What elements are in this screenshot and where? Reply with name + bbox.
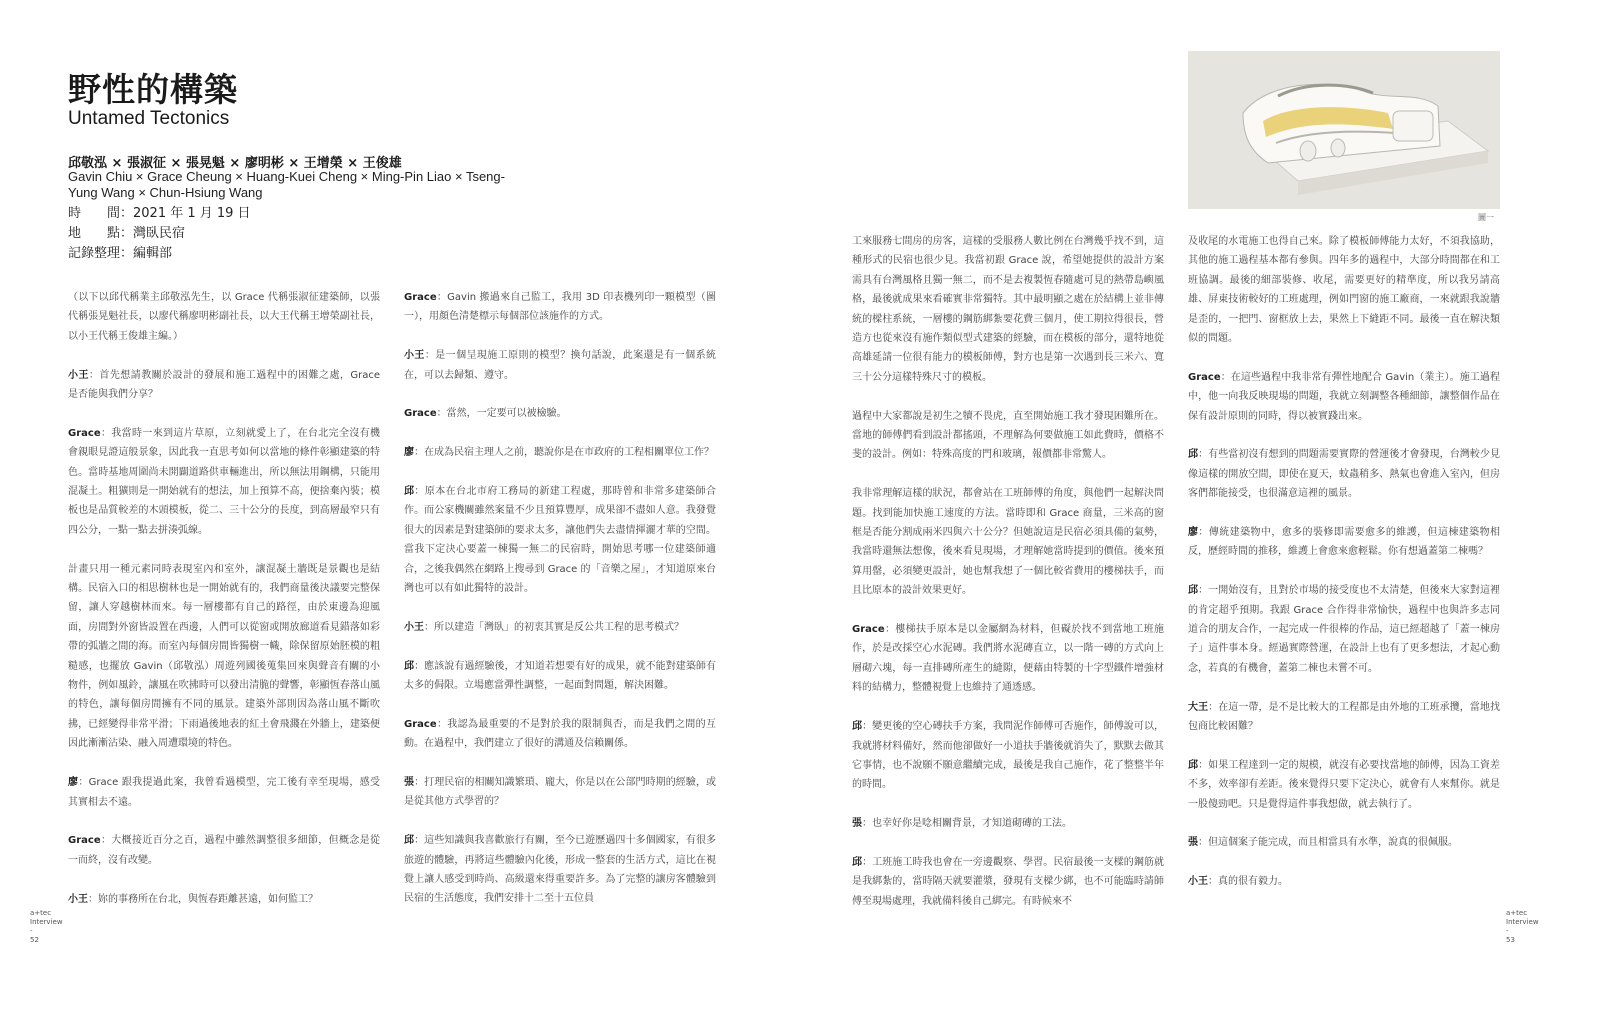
speaker-label: Grace [404,292,437,303]
speaker-label: Grace [852,624,885,636]
paragraph-text: ：所以建造「灣臥」的初衷其實是反公共工程的思考模式？ [424,621,684,633]
paragraph-text: ：是一個呈現施工原則的模型？換句話說，此案還是有一個系統在，可以去歸類、遵守。 [404,350,717,381]
paragraph [1188,698,1500,737]
speaker-label: 小王 [404,621,424,633]
paragraph-text: ：樓梯扶手原本是以金屬網為材料，但礙於找不到當地工班施作，於是改採空心水泥磚。我們將水泥磚直立，以一階一磚的方式向上層砌六塊，每一直排磚所產生的縫隙，便藉由特製的十字型鐵件增強材料的結構力，整體視覺上也維持了通透感。 [852,624,1164,694]
paragraph [404,346,716,385]
paragraph [404,657,716,696]
speaker-label: Grace [404,718,437,730]
folio-text: Interview [30,918,63,926]
page-folio-left [30,909,63,945]
speaker-label: Grace [1188,371,1221,383]
paragraph [1188,581,1500,678]
paragraph [68,560,380,754]
speaker-label: 邱 [1188,585,1199,597]
paragraph [404,443,716,462]
paragraph [1188,232,1500,348]
text-column-4 [1188,232,1500,911]
meta-record: 記錄整理：編輯部 [68,246,173,261]
paragraph [68,424,380,540]
paragraph-text: ：我當時一來到這片草原，立刻就愛上了，在台北完全沒有機會親眼見證這般景象，因此我一直思考如何以當地的條件彰顯建築的特色。當時基地周圍尚未開闢道路供車輛進出，所以無法用鋼構，只能用混凝土。粗獷則是一開始就有的想法，加上預算不高，便捨棄內裝；模板也是品質較差的木頭模板，從二、三十公分的長度，到高層最窄只有四公分，一點一點去拼湊弧線。 [68,427,380,536]
paragraph-text: ：真的很有毅力。 [1208,876,1288,888]
speaker-label: 廖 [68,777,79,789]
paragraph [1188,756,1500,814]
paragraph [68,831,380,870]
paragraph-text: ：在這些過程中我非常有彈性地配合 Gavin（業主）。施工過程中，他一向我反映現場的問題，我就立刻調整各種細節，讓整個作品在保有設計原則的同時，得以被實踐出來。 [1188,371,1500,422]
paragraph-text: ：也幸好你是唸相關背景，才知道砌磚的工法。 [862,818,1072,830]
speaker-label: 邱 [852,721,863,733]
paragraph-text: ：有些當初沒有想到的問題需要實際的營運後才會發現，台灣較少見像這樣的開放空間，即使在夏天，蚊蟲稍多、熱氣也會進入室內，但房客們都能接受，也很滿意這裡的風景。 [1188,449,1501,500]
paragraph-text: ：變更後的空心磚扶手方案，我問泥作師傅可否施作，師傅說可以，我就將材料備好，然而他卻做好一小道扶手牆後就消失了，默默去做其它事情，也不說願不願意繼續完成，最後是我自己施作，花了整整半年的時間。 [852,721,1165,791]
page-number: 53 [1506,936,1515,944]
paragraph-text: ：這些知識與我喜歡旅行有關，至今已遊歷過四十多個國家，有很多旅遊的體驗，再將這些體驗內化後，形成一整套的生活方式，這比在視覺上讓人感受到時尚、高級還來得重要許多。為了完整的讓房客體驗到民宿的生活態度，我們安排十二至十五位員 [404,835,717,905]
paragraph [68,773,380,812]
folio-text: a+tec [30,909,52,917]
speaker-label: 邱 [1188,759,1199,771]
paragraph-text: ：但這個案子能完成，而且相當具有水準，說真的很佩服。 [1198,837,1458,849]
speaker-label: 邱 [1188,449,1199,461]
text-column-3 [852,232,1164,931]
paragraph [852,407,1164,465]
paragraph-text: ：如果工程達到一定的規模，就沒有必要找當地的師傅，因為工資差不多，效率卻有差距。後來覺得只要下定決心，就會有人來幫你。就是一股傻勁吧。只是覺得這件事我想做，就去執行了。 [1188,759,1501,810]
folio-text: - [1506,927,1509,935]
paragraph-text: 及收尾的水電施工也得自己來。除了模板師傅能力太好，不須我協助，其他的施工過程基本都有參與。四年多的過程中，大部分時間都在和工班協調。最後的細部裝修、收尾，需要更好的精準度，所以我另請高雄、屏東技術較好的工班處理，例如門窗的施工廠商，一來就跟我說牆是歪的，一把門、窗框放上去，果然上下縫距不同。最後一直在解決類似的問題。 [1188,236,1500,345]
paragraph [852,232,1164,387]
interview-meta [68,204,251,264]
speaker-label: 廖 [404,447,414,459]
paragraph [404,618,716,637]
paragraph-text: ：首先想請教關於設計的發展和施工過程中的困難之處，Grace 是否能與我們分享？ [68,369,381,401]
speaker-label: 小王 [1188,876,1208,888]
paragraph [852,717,1164,795]
speaker-label: 廖 [1188,527,1199,539]
figure-caption: 圖一 [1478,213,1494,222]
meta-place: 地 點：灣臥民宿 [68,226,186,241]
paragraph [404,773,716,812]
article-title-zh: 野性的構築 [68,70,238,109]
paragraph-text: ：當然，一定要可以被檢驗。 [436,408,567,420]
paragraph-text: ：大概接近百分之百，過程中雖然調整很多細節，但概念是從一而終，沒有改變。 [68,835,380,866]
paragraph [852,484,1164,600]
paragraph [404,288,716,327]
speaker-label: 邱 [404,486,415,497]
speaker-label: 邱 [404,835,415,847]
paragraph-text: ：工班施工時我也會在一旁邊觀察、學習。民宿最後一支樑的鋼筋就是我綁紮的，當時隔天就要灌漿，發現有支樑少綁，也不可能臨時請師傅至現場處理，我就備料後自己綁完。有時候來不 [852,856,1165,907]
paragraph [404,482,716,598]
page-folio-right [1506,909,1539,945]
paragraph-text: ：應該說有過經驗後，才知道若想要有好的成果，就不能對建築師有太多的侷限。立場應當彈性調整，一起面對問題，解決困難。 [404,660,717,692]
speaker-label: 邱 [404,660,415,672]
speaker-label: 張 [852,818,862,830]
text-column-2 [404,288,716,928]
speaker-label: 小王 [68,893,88,905]
folio-text: a+tec [1506,909,1528,917]
authors-zh: 邱敬泓 × 張淑征 × 張晃魁 × 廖明彬 × 王增榮 × 王俊雄 [68,156,402,171]
authors-en: Gavin Chiu × Grace Cheung × Huang-Kuei Cheng × Ming-Pin Liao × Tseng-Yung Wang × Chun-Hsiung Wang [68,169,505,200]
folio-text: Interview [1506,918,1539,926]
paragraph-text: 過程中大家都說是初生之犢不畏虎，直至開始施工我才發現困難所在。當地的師傅們看到設計都搖頭，不理解為何要做施工如此費時，價格不斐的設計。例如：特殊高度的門和玻璃，報價都非常驚人。 [852,410,1164,461]
paragraph [1188,523,1500,562]
paragraph [1188,872,1500,891]
paragraph [1188,368,1500,426]
paragraph-text: ：在成為民宿主理人之前，聽說你是在市政府的工程相關單位工作？ [414,447,714,459]
speaker-label: 邱 [852,856,863,868]
speaker-label: Grace [68,835,101,847]
text-column-1 [68,288,380,928]
paragraph-text: （以下以邱代稱業主邱敬泓先生，以 Grace 代稱張淑征建築師，以張代稱張晃魁社長，以廖代稱廖明彬副社長，以大王代稱王增榮副社長，以小王代稱王俊雄主編。） [68,292,380,342]
paragraph-text: ：一開始沒有，且對於市場的接受度也不太清楚，但後來大家對這裡的肯定超乎預期。我跟 Grace 合作得非常愉快，過程中也與許多志同道合的朋友合作，一起完成一件很棒的作品，這已經超越了「蓋一棟房子」這件事本身。經過實際營運，在設計上也有了更多想法，才起心動念，若真的有機會，蓋第二棟也未嘗不可。 [1188,585,1501,674]
speaker-label: Grace [404,408,437,420]
paragraph [852,853,1164,911]
paragraph-text: ：打理民宿的相關知識繁瑣、龐大，你是以在公部門時期的經驗，或是從其他方式學習的？ [404,777,717,808]
paragraph [852,814,1164,833]
paragraph-text: 計畫只用一種元素同時表現室內和室外，讓混凝土牆既是景觀也是結構。民宿入口的相思樹林也是一開始就有的，我們商量後決議要完整保留，讓人穿越樹林而來。每一層樓都有自己的路徑，由於東邊為迎風面，房間對外窗皆設置在西邊，人們可以從窗或開放廊道看見錯落如彩帶的弧牆之間的海。而室內每個房間皆獨樹一幟，除保留原始胚模的粗糙感，也擺放 Gavin（邱敬泓）周遊列國後蒐集回來與聲音有關的小物件，例如風鈴，讓風在吹拂時可以發出清脆的聲響，彰顯恆春落山風的特色，讓每個房間擁有不同的風景。建築外部則因為落山風不斷吹拂，已經變得非常平滑；下雨過後地表的紅土會飛濺在外牆上，建築便因此漸漸沾染、融入周遭環境的特色。 [68,563,380,750]
speaker-label: 張 [404,777,415,789]
paragraph-text: ：妳的事務所在台北，與恆春距離甚遠，如何監工？ [88,893,318,905]
paragraph-text: ：傳統建築物中，愈多的裝修即需要愈多的維護，但這棟建築物相反，歷經時間的推移，維護上會愈來愈輕鬆。你有想過蓋第二棟嗎？ [1188,527,1501,558]
speaker-label: 張 [1188,837,1198,849]
folio-text: - [30,927,33,935]
speaker-label: 小王 [404,350,425,362]
paragraph-text: ：我認為最重要的不是對於我的限制與否，而是我們之間的互動。在過程中，我們建立了很好的溝通及信賴關係。 [404,718,716,750]
paragraph [852,620,1164,698]
paragraph [68,288,380,346]
paragraph [68,890,380,909]
paragraph [1188,833,1500,852]
paragraph [1188,445,1500,503]
paragraph [404,715,716,754]
paragraph-text: ：Grace 跟我提過此案，我曾看過模型，完工後有幸至現場，感受其實相去不遠。 [68,777,380,808]
paragraph-text: 工來服務七間房的房客，這樣的受服務人數比例在台灣幾乎找不到，這種形式的民宿也很少見。我當初跟 Grace 說，希望她提供的設計方案需具有台灣風格且獨一無二，而不是去複製恆春隨處可見的熱帶島嶼風格，最後就成果來看確實非常獨特。其中最明顯之處在於結構上並非傳統的樑柱系統，一層樓的鋼筋綁紮要花費三個月，使工期拉得很長，營造方也從來沒有施作類似型式建築的經驗，而在模板的部分，還特地從高雄延請一位很有能力的模板師傅，對方也是第一次遇到長三米六、寬三十公分這樣特殊尺寸的模板。 [852,236,1164,383]
meta-time: 時 間：2021 年 1 月 19 日 [68,206,251,221]
paragraph-text: ：Gavin 搬過來自己監工，我用 3D 印表機列印一顆模型（圖一），用顏色清楚標示每個部位該施作的方式。 [404,292,716,323]
speaker-label: Grace [68,427,101,439]
paragraph [404,831,716,909]
paragraph-text: ：原本在台北市府工務局的新建工程處，那時曾和非常多建築師合作。而公家機關雖然案量不少且預算豐厚，成果卻不盡如人意。我發覺很大的因素是對建築師的要求太多，讓他們失去盡情揮灑才華的空間。當我下定決心要蓋一棟獨一無二的民宿時，開始思考哪一位建築師適合，之後我偶然在網路上搜尋到 Grace 的「音樂之屋」，才知道原來台灣也可以有如此獨特的設計。 [404,486,717,595]
article-title-en: Untamed Tectonics [68,108,230,129]
speaker-label: 小王 [68,369,89,381]
page-number: 52 [30,936,39,944]
architectural-model-image [1188,51,1500,209]
paragraph-text: 我非常理解這樣的狀況，都會站在工班師傅的角度，與他們一起解決問題。找到能加快施工速度的方法。當時即和 Grace 商量，三米高的窗框是否能分割成兩米四與六十公分？但她說這是民宿必須具備的氣勢，我當時還無法想像，後來看見現場，才理解她當時提到的價值。後來預算用罄，必須變更設計，她也幫我想了一個比較省費用的樓梯扶手，而且比原本的設計效果更好。 [852,488,1164,597]
speaker-label: 大王 [1188,701,1209,713]
model-photo [1188,51,1500,209]
paragraph [68,366,380,405]
paragraph [404,404,716,423]
paragraph-text: ：在這一帶，是不是比較大的工程都是由外地的工班承攬，當地找包商比較困難？ [1188,701,1501,733]
